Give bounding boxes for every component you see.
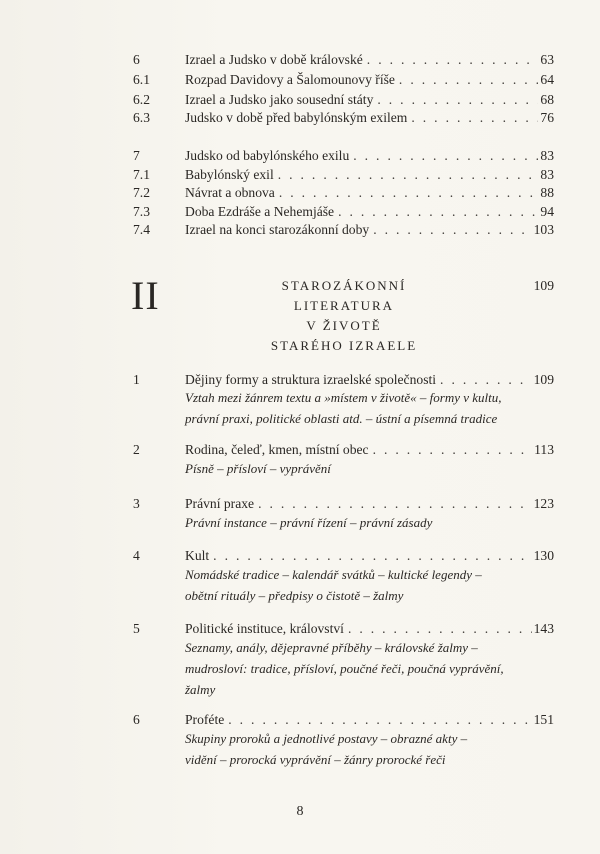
- entry-subtopics: [185, 458, 555, 479]
- part-title-line: STARÉHO IZRAELE: [270, 338, 418, 353]
- entry-number: 5: [133, 621, 140, 636]
- leader-dots: [367, 51, 539, 69]
- entry-title: Dějiny formy a struktura izraelské společnosti: [185, 372, 437, 387]
- entry-title: Izrael na konci starozákonní doby: [185, 222, 370, 237]
- leader-dots: [278, 166, 539, 184]
- entry-title: Izrael a Judsko v době královské: [185, 52, 363, 67]
- entry-page: 64: [540, 72, 554, 87]
- entry-page: 123: [533, 496, 554, 511]
- subtopic-line: obětní rituály – předpisy o čistotě – žalmy: [185, 588, 404, 603]
- entry-title: Babylónský exil: [185, 167, 274, 182]
- part-title-line: LITERATURA: [293, 298, 395, 313]
- part-title-line: STAROZÁKONNÍ: [281, 278, 407, 293]
- entry-number: 7.3: [133, 204, 150, 219]
- entry-subtopics: [185, 564, 555, 606]
- entry-number: 3: [133, 496, 140, 511]
- entry-page: 63: [540, 52, 554, 67]
- entry-page: 83: [540, 148, 554, 163]
- subtopic-line: právní praxi, politické oblasti atd. – ústní a písemná tradice: [185, 411, 498, 426]
- toc-entry[interactable]: [133, 495, 554, 513]
- leader-dots: [373, 221, 531, 239]
- leader-dots: [373, 441, 533, 459]
- leader-dots: [353, 147, 538, 165]
- entry-title: Rozpad Davidovy a Šalomounovy říše: [185, 72, 395, 87]
- entry-number: 7.4: [133, 222, 150, 237]
- toc-entry[interactable]: [133, 91, 554, 109]
- entry-page: 83: [540, 167, 554, 182]
- entry-number: 1: [133, 372, 140, 387]
- part-page-number: 109: [533, 278, 554, 293]
- leader-dots: [348, 620, 532, 638]
- toc-entry[interactable]: [133, 71, 554, 89]
- entry-subtopics: [185, 637, 555, 700]
- entry-number: 6.1: [133, 72, 150, 87]
- subtopic-line: mudrosloví: tradice, přísloví, poučné řeči, poučná vyprávění,: [185, 661, 504, 676]
- toc-entry[interactable]: [133, 711, 554, 729]
- part-title[interactable]: [230, 276, 458, 356]
- leader-dots: [279, 184, 539, 202]
- subtopic-line: Vztah mezi žánrem textu a »místem v životě« – formy v kultu,: [185, 390, 502, 405]
- entry-page: 94: [540, 204, 554, 219]
- entry-title: Rodina, čeleď, kmen, místní obec: [185, 442, 369, 457]
- toc-entry[interactable]: [133, 620, 554, 638]
- part-numeral: II: [131, 273, 160, 318]
- entry-page: 130: [533, 548, 554, 563]
- entry-page: 103: [533, 222, 554, 237]
- entry-title: Kult: [185, 548, 210, 563]
- entry-page: 143: [533, 621, 554, 636]
- part-title-line: V ŽIVOTĚ: [306, 318, 382, 333]
- entry-title: Judsko v době před babylónským exilem: [185, 110, 408, 125]
- entry-title: Judsko od babylónského exilu: [185, 148, 350, 163]
- entry-number: 7.2: [133, 185, 150, 200]
- toc-entry[interactable]: [133, 109, 554, 127]
- subtopic-line: Právní instance – právní řízení – právní zásady: [185, 515, 433, 530]
- entry-page: 88: [540, 185, 554, 200]
- leader-dots: [411, 109, 538, 127]
- leader-dots: [377, 91, 538, 109]
- entry-subtopics: [185, 387, 555, 429]
- subtopic-line: Skupiny proroků a jednotlivé postavy – obrazné akty –: [185, 731, 468, 746]
- entry-title: Politické instituce, království: [185, 621, 344, 636]
- toc-entry[interactable]: [133, 203, 554, 221]
- leader-dots: [213, 547, 531, 565]
- entry-subtopics: [185, 728, 555, 770]
- page-number: 8: [296, 804, 304, 819]
- entry-title: Doba Ezdráše a Nehemjáše: [185, 204, 335, 219]
- toc-entry[interactable]: [133, 51, 554, 69]
- subtopic-line: Seznamy, anály, dějepravné příběhy – královské žalmy –: [185, 640, 478, 655]
- entry-page: 113: [534, 442, 554, 457]
- entry-title: Proféte: [185, 712, 225, 727]
- toc-entry[interactable]: [133, 441, 554, 459]
- entry-title: Právní praxe: [185, 496, 255, 511]
- entry-number: 6.2: [133, 92, 150, 107]
- entry-number: 4: [133, 548, 140, 563]
- toc-entry[interactable]: [133, 221, 554, 239]
- leader-dots: [399, 71, 538, 89]
- subtopic-line: Nomádské tradice – kalendář svátků – kultické legendy –: [185, 567, 482, 582]
- leader-dots: [258, 495, 532, 513]
- leader-dots: [228, 711, 531, 729]
- entry-number: 7.1: [133, 167, 150, 182]
- entry-page: 76: [540, 110, 554, 125]
- toc-entry[interactable]: [133, 147, 554, 165]
- toc-entry[interactable]: [133, 547, 554, 565]
- subtopic-line: Písně – přísloví – vyprávění: [185, 461, 331, 476]
- entry-title: Izrael a Judsko jako sousední státy: [185, 92, 374, 107]
- entry-number: 6: [133, 712, 140, 727]
- toc-entry[interactable]: [133, 166, 554, 184]
- toc-entry[interactable]: [133, 184, 554, 202]
- entry-number: 2: [133, 442, 140, 457]
- entry-page: 68: [540, 92, 554, 107]
- entry-page: 109: [533, 372, 554, 387]
- entry-title: Návrat a obnova: [185, 185, 275, 200]
- subtopic-line: vidění – prorocká vyprávění – žánry prorocké řeči: [185, 752, 446, 767]
- entry-page: 151: [533, 712, 554, 727]
- entry-number: 7: [133, 148, 140, 163]
- entry-subtopics: [185, 512, 555, 533]
- entry-number: 6: [133, 52, 140, 67]
- subtopic-line: žalmy: [185, 682, 216, 697]
- leader-dots: [338, 203, 538, 221]
- entry-number: 6.3: [133, 110, 150, 125]
